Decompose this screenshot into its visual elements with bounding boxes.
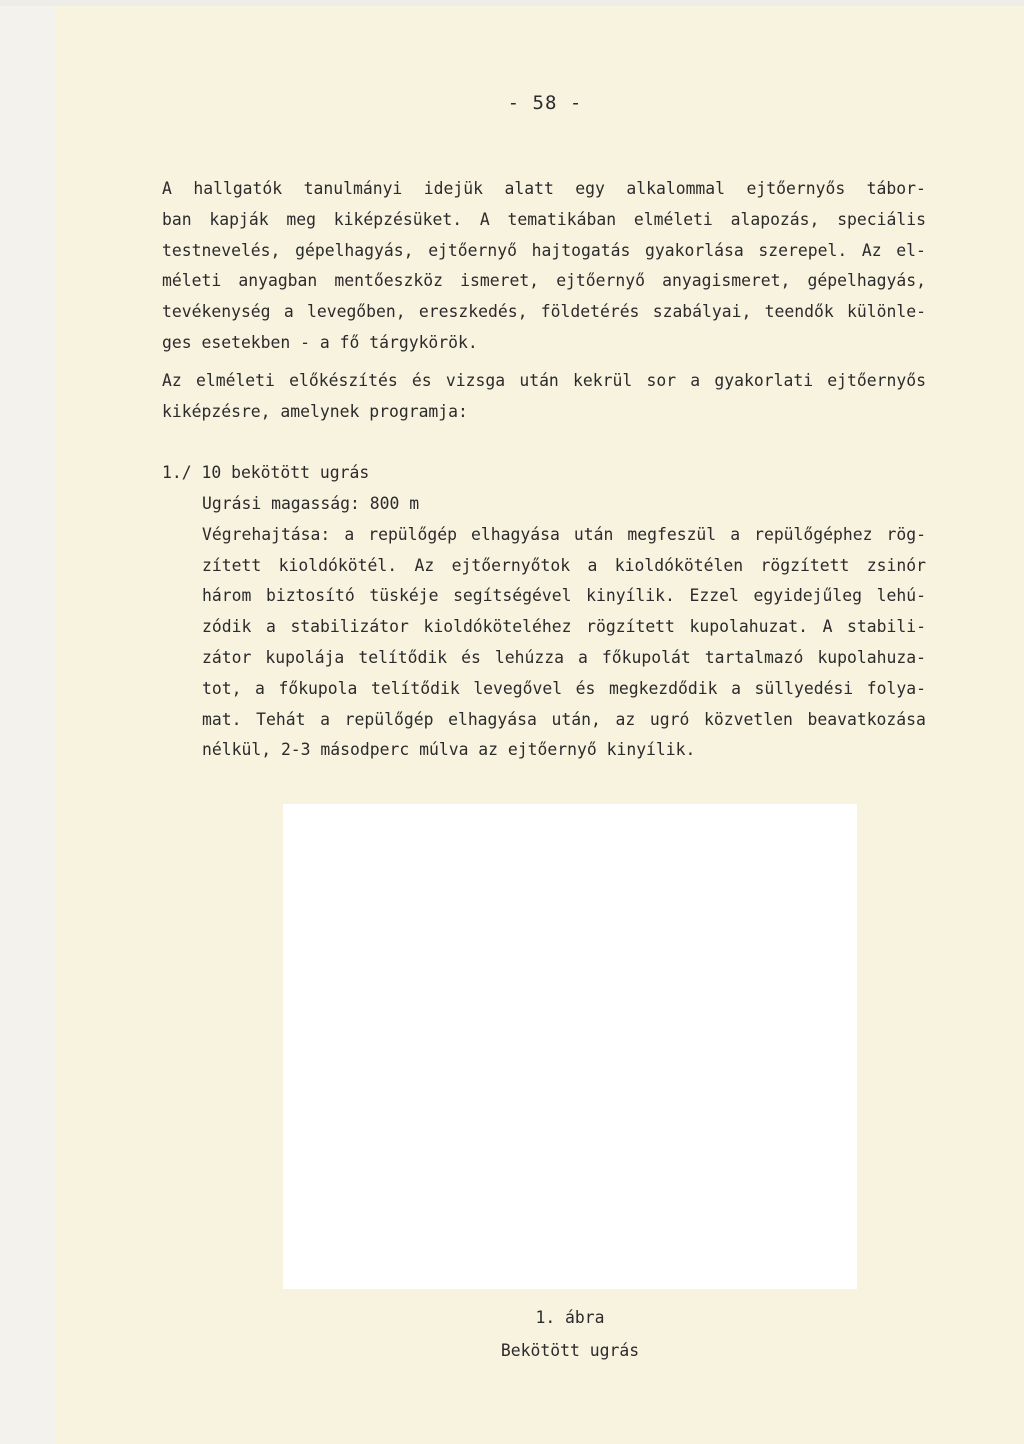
word: kioldókötél. — [278, 555, 398, 575]
word: tüskéje — [369, 586, 439, 606]
word: tanulmányi — [303, 179, 403, 198]
word: a — [320, 709, 330, 729]
word: földetérés — [540, 302, 640, 322]
word: a — [283, 302, 294, 322]
text-line — [202, 581, 926, 612]
word: ejtőernyő — [428, 240, 517, 260]
word: tematikában — [507, 209, 617, 229]
page-number: - 58 - — [507, 92, 583, 114]
word: ban — [162, 209, 192, 229]
word: a — [730, 524, 741, 544]
word: az — [615, 709, 636, 729]
text-line — [202, 674, 926, 705]
item-description — [202, 489, 926, 766]
word: anyagban — [238, 271, 318, 291]
word: ejtőernyős — [827, 371, 926, 390]
word: meg — [286, 209, 316, 229]
word: kinyílik. — [586, 586, 675, 606]
word: gépelhagyás, — [295, 240, 414, 260]
word: telítődik — [358, 647, 448, 667]
word: ges esetekben - a fő tárgykörök. — [162, 332, 478, 352]
word: egyidejűleg — [753, 586, 863, 606]
text-line — [162, 174, 926, 205]
word: a — [731, 678, 741, 698]
word: szerepel. — [758, 240, 848, 260]
word: ejtőernyő — [556, 271, 645, 291]
word: A — [162, 179, 172, 198]
word: ejtőernyős — [746, 179, 846, 198]
word: szabályai, — [652, 302, 752, 322]
word: egy — [575, 179, 605, 198]
word: hallgatók — [193, 179, 283, 198]
text-line — [202, 612, 926, 643]
word: folya- — [866, 678, 926, 698]
text-line — [162, 297, 926, 328]
word: után, — [551, 709, 601, 729]
word: ismeret, — [460, 271, 540, 291]
word: zátor — [202, 647, 252, 667]
word: mat. — [202, 709, 242, 729]
word: kiképzésre, amelynek programja: — [162, 401, 468, 421]
word: Az — [414, 555, 435, 575]
word: nélkül, 2-3 másodperc múlva az ejtőernyő kinyílik. — [202, 740, 696, 760]
word: testnevelés, — [162, 240, 281, 260]
word: főkupolát — [601, 647, 691, 667]
word: zített — [202, 555, 262, 575]
word: kupolahuza- — [817, 647, 926, 667]
word: Ugrási magasság: 800 m — [202, 494, 420, 513]
word: vizsga — [445, 371, 506, 390]
figure-number: 1. ábra — [535, 1308, 605, 1327]
word: kupolahuzat. — [689, 617, 808, 637]
word: stabilizátor — [290, 617, 409, 637]
word: és — [575, 678, 596, 698]
scan-margin — [0, 0, 56, 1444]
word: rög- — [886, 524, 926, 544]
word: zsinór — [866, 555, 926, 575]
word: segítségével — [453, 586, 572, 606]
word: beavatkozása — [807, 709, 926, 729]
word: kiképzésüket. — [333, 209, 463, 229]
word: gyakorlati — [714, 371, 814, 390]
word: hajtogatás — [531, 240, 631, 260]
word: repülőgép — [344, 709, 434, 729]
word: megfeszül — [627, 524, 717, 544]
word: teendők — [764, 302, 834, 322]
word: Az — [162, 371, 182, 390]
paragraph-intro — [162, 174, 926, 359]
word: megkezdődik — [608, 678, 718, 698]
word: elhagyása — [471, 524, 560, 544]
word: speciális — [837, 209, 926, 229]
word: anyagismeret, — [662, 271, 791, 291]
word: tartalmazó — [704, 647, 804, 667]
word: elméleti — [633, 209, 713, 229]
word: A — [822, 617, 833, 637]
word: után — [573, 524, 614, 544]
word: a — [690, 371, 701, 390]
word: ereszkedés, — [418, 302, 528, 322]
word: közvetlen — [704, 709, 793, 729]
word: előkészítés — [289, 371, 398, 390]
word: a — [344, 524, 355, 544]
word: különle- — [847, 302, 926, 322]
text-line — [202, 551, 926, 582]
word: és — [461, 647, 481, 667]
word: rögzített — [760, 555, 850, 575]
text-line — [162, 328, 926, 359]
word: tot, — [202, 678, 242, 698]
word: el- — [896, 240, 926, 260]
word: gépelhagyás, — [807, 271, 926, 291]
text-line — [202, 735, 926, 766]
word: Tehát — [256, 709, 306, 729]
word: alkalommal — [626, 179, 726, 198]
word: a — [255, 678, 265, 698]
word: tábor- — [866, 179, 926, 198]
word: és — [411, 371, 432, 390]
word: levegőben, — [306, 302, 406, 322]
word: elhagyása — [448, 709, 537, 729]
word: alapozás, — [730, 209, 820, 229]
figure-title: Bekötött ugrás — [500, 1341, 640, 1360]
word: mentőeszköz — [334, 271, 443, 291]
word: biztosító — [265, 586, 355, 606]
text-line — [202, 643, 926, 674]
word: telítődik — [370, 678, 460, 698]
word: kioldóköteléhez — [423, 617, 572, 637]
word: méleti — [162, 271, 222, 291]
word: a — [578, 647, 588, 667]
word: alatt — [504, 179, 554, 198]
word: süllyedési — [754, 678, 854, 698]
word: kupolája — [265, 647, 345, 667]
text-line — [162, 236, 926, 267]
text-line — [162, 397, 926, 428]
word: lehúzza — [494, 647, 564, 667]
text-line — [162, 366, 926, 397]
word: után — [519, 371, 559, 390]
figure-placeholder — [283, 804, 857, 1289]
paragraph-program — [162, 366, 926, 428]
word: A — [479, 209, 490, 229]
word: tevékenység — [162, 302, 271, 322]
word: Végrehajtása: — [202, 524, 331, 544]
word: rögzített — [586, 617, 675, 637]
word: főkupola — [278, 678, 358, 698]
word: repülőgéphez — [754, 524, 873, 544]
word: repülőgép — [368, 524, 458, 544]
text-line — [202, 520, 926, 551]
word: kekrül — [573, 371, 633, 390]
text-line — [162, 266, 926, 297]
word: a — [587, 555, 598, 575]
word: ejtőernyőtok — [451, 555, 571, 575]
word: elméleti — [195, 371, 275, 390]
word: sor — [646, 371, 677, 390]
word: kapják — [209, 209, 269, 229]
word: lehú- — [876, 586, 926, 606]
word: ugró — [649, 709, 690, 729]
word: gyakorlása — [645, 240, 744, 260]
word: stabili- — [847, 617, 926, 637]
word: zódik — [202, 617, 252, 637]
word: Az — [861, 240, 882, 260]
word: levegővel — [473, 678, 563, 698]
text-line — [202, 489, 926, 520]
text-line — [162, 205, 926, 236]
word: a — [265, 617, 276, 637]
item-heading: 1./ 10 bekötött ugrás — [162, 463, 370, 482]
word: három — [202, 586, 252, 606]
word: Ezzel — [689, 586, 739, 606]
word: kioldókötélen — [614, 555, 744, 575]
word: idejük — [423, 179, 483, 198]
text-line — [202, 705, 926, 736]
